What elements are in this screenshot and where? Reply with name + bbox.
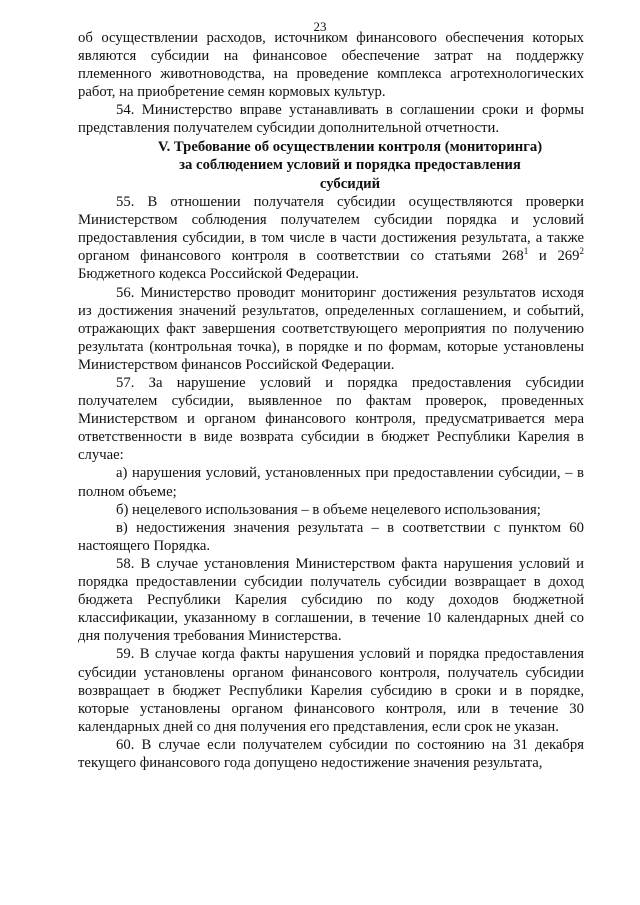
paragraph-54: 54. Министерство вправе устанавливать в соглашении сроки и формы представления получателем субсидии дополнительной отчетности. [78,102,584,137]
paragraph-58: 58. В случае установления Министерством факта нарушения условий и порядка предоставлении субсидии получатель субсидии возвращает в доход бюджета Республики Карелия субсидию по коду доходов бюджетной классификации, указанному в соглашении, в течение 10 календарных дней со дня получения требования Министерства. [78,555,584,645]
paragraph-60: 60. В случае если получателем субсидии по состоянию на 31 декабря текущего финансового года допущено недостижение значения результата, [78,736,584,771]
paragraph-57: 57. За нарушение условий и порядка предоставления субсидии получателем субсидии, выявленное по фактам проверок, проведенных Министерством и органом финансового контроля, предусматривается мера ответственности в виде возврата субсидии в бюджет Республики Карелия в случае: [78,375,584,464]
paragraph-continuation: об осуществлении расходов, источником финансового обеспечения которых являются субсидии на финансовое обеспечение затрат на поддержку племенного животноводства, на проведение комплекса агротехнологических работ, на приобретение семян кормовых культур. [78,30,584,101]
superscript-2: 2 [579,246,584,257]
section-heading-line-1: V. Требование об осуществлении контроля (мониторинга) [157,138,543,155]
page-number: 23 [313,19,327,34]
paragraph-57-item-a: а) нарушения условий, установленных при предоставлении субсидии, – в полном объеме; [78,465,584,500]
paragraph-55 [78,193,584,283]
document-body [78,29,584,772]
paragraph-55-mid: и 269 [528,248,580,265]
paragraph-59: 59. В случае когда факты нарушения условий и порядка предоставления субсидии установлены органом финансового контроля, получатель субсидии возвращает в бюджет Республики Карелия субсидию в сроки и в порядке, которые установлены органом финансового контроля, или в течение 30 календарных дней со дня получения его представления, если срок не указан. [78,646,584,735]
paragraph-57-item-b: б) нецелевого использования – в объеме нецелевого использования; [116,501,541,518]
superscript-1: 1 [523,246,529,257]
section-heading-line-2: за соблюдением условий и порядка предоставления [179,157,521,174]
section-heading-line-3: субсидий [319,175,381,192]
paragraph-56: 56. Министерство проводит мониторинг достижения результатов исходя из достижения значений результатов, определенных соглашением, и событий, отражающих факт завершения соответствующего мероприятия по получению результата (контрольная точка), в порядке и по формам, которые установлены Министерством финансов Российской Федерации. [78,284,584,373]
paragraph-57-item-c: в) недостижения значения результата – в соответствии с пунктом 60 настоящего Порядка. [78,519,584,554]
section-heading [78,138,584,194]
paragraph-55-end: Бюджетного кодекса Российской Федерации. [78,266,359,283]
paragraph-55-text: 55. В отношении получателя субсидии осуществляются проверки Министерством соблюдения получателем субсидии порядка и условий предоставления субсидии, в том числе в части достижения результата, а также органом финансового контроля в соответствии со статьями 268 [78,194,584,265]
